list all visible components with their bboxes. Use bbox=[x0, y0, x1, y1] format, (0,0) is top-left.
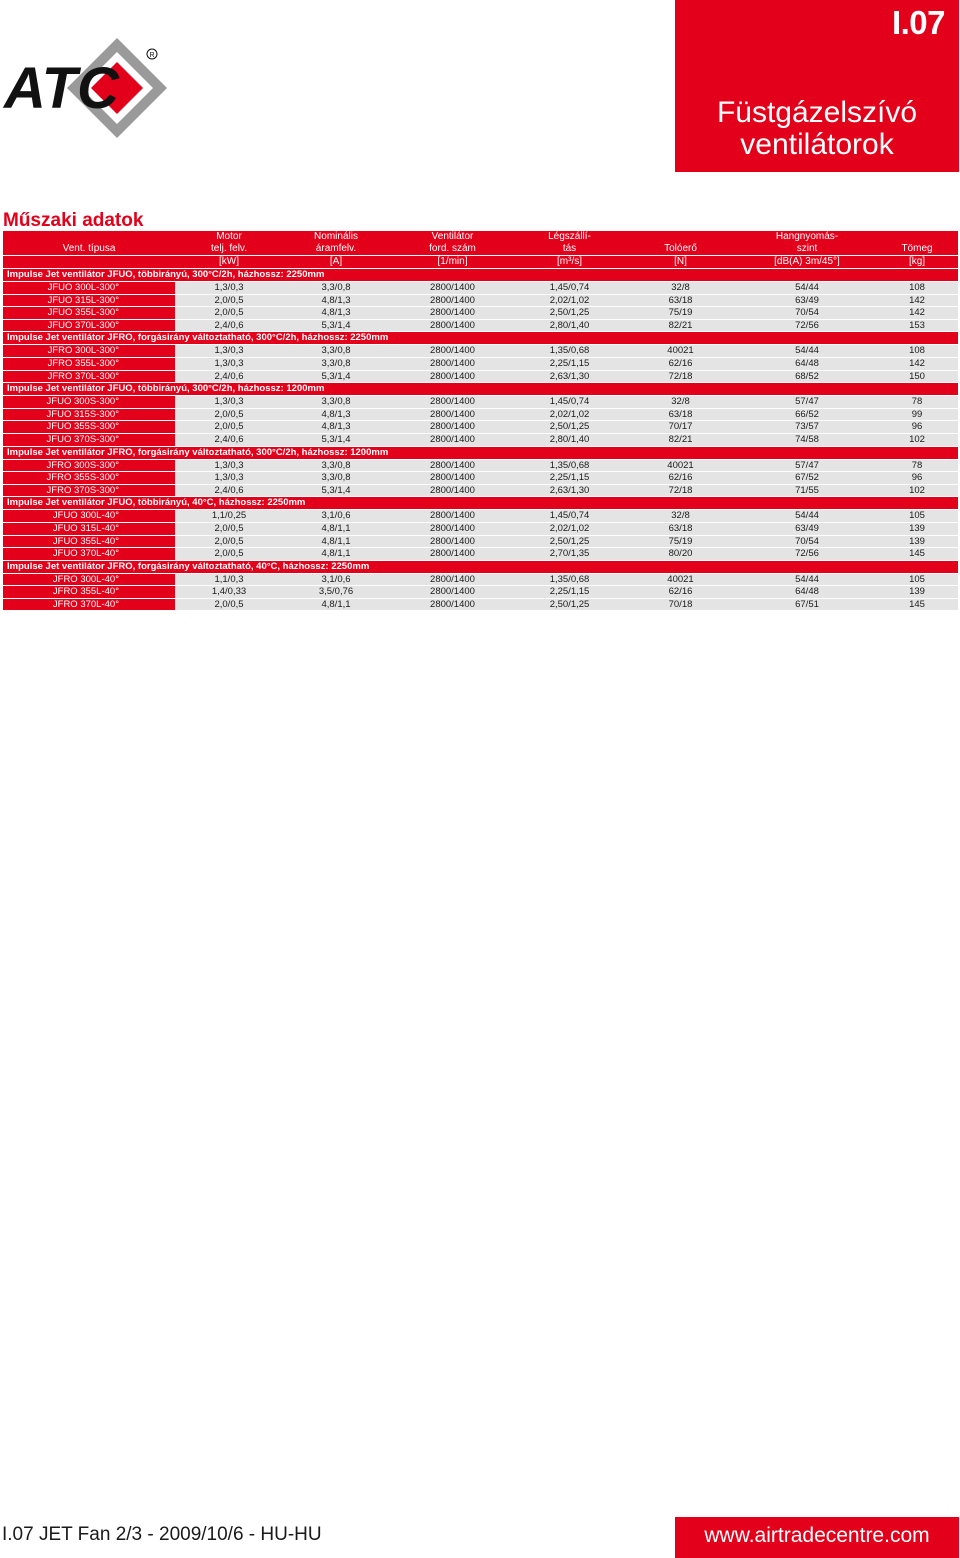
table-cell: 3,3/0,8 bbox=[283, 396, 389, 409]
table-row bbox=[3, 357, 958, 370]
table-cell: 2,50/1,25 bbox=[516, 307, 623, 320]
fan-type-cell: JFUO 355L-40° bbox=[3, 535, 175, 548]
table-cell: 102 bbox=[876, 433, 958, 446]
table-cell: 74/58 bbox=[738, 433, 876, 446]
table-cell: 54/44 bbox=[738, 282, 876, 295]
fan-type-cell: JFRO 370L-300° bbox=[3, 370, 175, 383]
table-cell: 4,8/1,3 bbox=[283, 307, 389, 320]
table-cell: 2,50/1,25 bbox=[516, 421, 623, 434]
table-cell: 139 bbox=[876, 522, 958, 535]
fan-type-cell: JFUO 370L-300° bbox=[3, 319, 175, 332]
table-cell: 2800/1400 bbox=[389, 319, 516, 332]
group-header-row bbox=[3, 269, 958, 282]
table-cell: 5,3/1,4 bbox=[283, 484, 389, 497]
table-cell: 2800/1400 bbox=[389, 510, 516, 523]
fan-type-cell: JFUO 370S-300° bbox=[3, 433, 175, 446]
table-cell: 67/51 bbox=[738, 598, 876, 610]
column-header: [N] bbox=[623, 256, 738, 269]
table-cell: 4,8/1,1 bbox=[283, 535, 389, 548]
header-panel bbox=[675, 0, 959, 172]
table-cell: 1,35/0,68 bbox=[516, 459, 623, 472]
table-row bbox=[3, 433, 958, 446]
table-cell: 80/20 bbox=[623, 548, 738, 561]
column-header: telj. felv. bbox=[175, 243, 283, 256]
atc-logo-graphic bbox=[2, 38, 172, 138]
table-cell: 73/57 bbox=[738, 421, 876, 434]
footer-website-link[interactable]: www.airtradecentre.com bbox=[675, 1517, 959, 1558]
table-cell: 4,8/1,3 bbox=[283, 421, 389, 434]
table-cell: 153 bbox=[876, 319, 958, 332]
fan-type-cell: JFRO 355L-40° bbox=[3, 586, 175, 599]
table-cell: 96 bbox=[876, 472, 958, 485]
column-header: szint bbox=[738, 243, 876, 256]
table-cell: 40021 bbox=[623, 459, 738, 472]
table-cell: 2800/1400 bbox=[389, 573, 516, 586]
table-cell: 5,3/1,4 bbox=[283, 433, 389, 446]
fan-type-cell: JFRO 300L-300° bbox=[3, 345, 175, 358]
table-cell: 142 bbox=[876, 294, 958, 307]
table-cell: 2,0/0,5 bbox=[175, 294, 283, 307]
table-cell: 142 bbox=[876, 307, 958, 320]
table-cell: 2800/1400 bbox=[389, 535, 516, 548]
table-row bbox=[3, 345, 958, 358]
table-cell: 150 bbox=[876, 370, 958, 383]
group-header-row bbox=[3, 332, 958, 345]
table-cell: 139 bbox=[876, 586, 958, 599]
table-cell: 2800/1400 bbox=[389, 548, 516, 561]
table-cell: 1,3/0,3 bbox=[175, 396, 283, 409]
table-cell: 1,35/0,68 bbox=[516, 573, 623, 586]
table-cell: 57/47 bbox=[738, 396, 876, 409]
table-cell: 1,3/0,3 bbox=[175, 357, 283, 370]
table-cell: 75/19 bbox=[623, 307, 738, 320]
table-cell: 2800/1400 bbox=[389, 472, 516, 485]
column-header: Légszállí- bbox=[516, 231, 623, 243]
table-cell: 62/16 bbox=[623, 472, 738, 485]
table-cell: 1,3/0,3 bbox=[175, 345, 283, 358]
table-cell: 2,0/0,5 bbox=[175, 522, 283, 535]
table-row bbox=[3, 282, 958, 295]
column-header: [A] bbox=[283, 256, 389, 269]
table-cell: 62/16 bbox=[623, 586, 738, 599]
table-cell: 1,45/0,74 bbox=[516, 510, 623, 523]
table-row bbox=[3, 586, 958, 599]
table-cell: 2,4/0,6 bbox=[175, 319, 283, 332]
table-cell: 82/21 bbox=[623, 319, 738, 332]
table-cell: 3,1/0,6 bbox=[283, 573, 389, 586]
table-cell: 67/52 bbox=[738, 472, 876, 485]
column-header: Hangnyomás- bbox=[738, 231, 876, 243]
table-cell: 105 bbox=[876, 573, 958, 586]
table-cell: 105 bbox=[876, 510, 958, 523]
table-cell: 2,70/1,35 bbox=[516, 548, 623, 561]
fan-type-cell: JFRO 300S-300° bbox=[3, 459, 175, 472]
page-title-line1: Füstgázelszívó bbox=[716, 96, 918, 129]
group-header-row bbox=[3, 497, 958, 510]
column-header: Tömeg bbox=[876, 243, 958, 256]
table-cell: 82/21 bbox=[623, 433, 738, 446]
table-cell: 2,02/1,02 bbox=[516, 522, 623, 535]
table-cell: 1,45/0,74 bbox=[516, 396, 623, 409]
table-cell: 2800/1400 bbox=[389, 484, 516, 497]
table-cell: 4,8/1,1 bbox=[283, 598, 389, 610]
table-cell: 2,63/1,30 bbox=[516, 484, 623, 497]
fan-type-cell: JFUO 300L-40° bbox=[3, 510, 175, 523]
table-cell: 2800/1400 bbox=[389, 459, 516, 472]
table-cell: 1,4/0,33 bbox=[175, 586, 283, 599]
fan-type-cell: JFRO 355S-300° bbox=[3, 472, 175, 485]
table-cell: 108 bbox=[876, 345, 958, 358]
table-cell: 63/18 bbox=[623, 294, 738, 307]
table-cell: 2800/1400 bbox=[389, 396, 516, 409]
table-cell: 3,3/0,8 bbox=[283, 357, 389, 370]
fan-type-cell: JFRO 300L-40° bbox=[3, 573, 175, 586]
column-header: Nominális bbox=[283, 231, 389, 243]
table-row bbox=[3, 573, 958, 586]
table-cell: 3,3/0,8 bbox=[283, 472, 389, 485]
table-cell: 40021 bbox=[623, 345, 738, 358]
table-cell: 102 bbox=[876, 484, 958, 497]
atc-logo bbox=[2, 38, 172, 138]
table-cell: 68/52 bbox=[738, 370, 876, 383]
table-cell: 72/56 bbox=[738, 548, 876, 561]
table-cell: 2,50/1,25 bbox=[516, 535, 623, 548]
fan-type-cell: JFUO 315L-300° bbox=[3, 294, 175, 307]
table-cell: 2,0/0,5 bbox=[175, 548, 283, 561]
table-cell: 2800/1400 bbox=[389, 282, 516, 295]
table-cell: 78 bbox=[876, 459, 958, 472]
table-cell: 71/55 bbox=[738, 484, 876, 497]
table-cell: 2800/1400 bbox=[389, 357, 516, 370]
table-cell: 2800/1400 bbox=[389, 294, 516, 307]
table-cell: 63/49 bbox=[738, 294, 876, 307]
fan-type-cell: JFRO 355L-300° bbox=[3, 357, 175, 370]
table-cell: 5,3/1,4 bbox=[283, 370, 389, 383]
table-cell: 3,5/0,76 bbox=[283, 586, 389, 599]
table-cell: 3,3/0,8 bbox=[283, 459, 389, 472]
group-title: Impulse Jet ventilátor JFUO, többirányú, 300°C/2h, házhossz: 1200mm bbox=[3, 383, 958, 396]
table-cell: 2800/1400 bbox=[389, 522, 516, 535]
group-header-row bbox=[3, 560, 958, 573]
header-row bbox=[3, 243, 958, 256]
table-cell: 78 bbox=[876, 396, 958, 409]
table-cell: 4,8/1,1 bbox=[283, 548, 389, 561]
table-cell: 4,8/1,3 bbox=[283, 294, 389, 307]
fan-type-cell: JFUO 315S-300° bbox=[3, 408, 175, 421]
table-cell: 32/8 bbox=[623, 510, 738, 523]
table-cell: 70/54 bbox=[738, 307, 876, 320]
table-cell: 2800/1400 bbox=[389, 586, 516, 599]
column-header bbox=[3, 231, 175, 243]
table-cell: 63/18 bbox=[623, 408, 738, 421]
column-header: [1/min] bbox=[389, 256, 516, 269]
table-cell: 2800/1400 bbox=[389, 421, 516, 434]
fan-type-cell: JFRO 370L-40° bbox=[3, 598, 175, 610]
table-cell: 32/8 bbox=[623, 282, 738, 295]
table-cell: 2,25/1,15 bbox=[516, 357, 623, 370]
table-cell: 72/18 bbox=[623, 484, 738, 497]
section-title: Műszaki adatok bbox=[3, 210, 144, 231]
table-row bbox=[3, 294, 958, 307]
table-cell: 2,02/1,02 bbox=[516, 294, 623, 307]
table-cell: 108 bbox=[876, 282, 958, 295]
table-cell: 75/19 bbox=[623, 535, 738, 548]
table-row bbox=[3, 522, 958, 535]
table-cell: 2,25/1,15 bbox=[516, 586, 623, 599]
group-title: Impulse Jet ventilátor JFUO, többirányú, 300°C/2h, házhossz: 2250mm bbox=[3, 269, 958, 282]
table-cell: 70/18 bbox=[623, 598, 738, 610]
table-cell: 64/48 bbox=[738, 586, 876, 599]
table-cell: 63/49 bbox=[738, 522, 876, 535]
table-cell: 142 bbox=[876, 357, 958, 370]
table-cell: 2800/1400 bbox=[389, 598, 516, 610]
group-title: Impulse Jet ventilátor JFRO, forgásirány változtatható, 300°C/2h, házhossz: 1200mm bbox=[3, 446, 958, 459]
table-cell: 1,3/0,3 bbox=[175, 459, 283, 472]
table-row bbox=[3, 319, 958, 332]
column-header: ford. szám bbox=[389, 243, 516, 256]
table-cell: 62/16 bbox=[623, 357, 738, 370]
table-cell: 2800/1400 bbox=[389, 433, 516, 446]
table-cell: 54/44 bbox=[738, 345, 876, 358]
table-cell: 3,3/0,8 bbox=[283, 345, 389, 358]
table-row bbox=[3, 484, 958, 497]
column-header bbox=[3, 256, 175, 269]
column-header bbox=[623, 231, 738, 243]
table-cell: 2,80/1,40 bbox=[516, 433, 623, 446]
table-row bbox=[3, 396, 958, 409]
table-cell: 2,0/0,5 bbox=[175, 535, 283, 548]
table-cell: 3,1/0,6 bbox=[283, 510, 389, 523]
table-cell: 99 bbox=[876, 408, 958, 421]
table-cell: 1,1/0,25 bbox=[175, 510, 283, 523]
table-cell: 3,3/0,8 bbox=[283, 282, 389, 295]
table-cell: 2,0/0,5 bbox=[175, 421, 283, 434]
table-cell: 1,35/0,68 bbox=[516, 345, 623, 358]
table-cell: 2,63/1,30 bbox=[516, 370, 623, 383]
table-cell: 64/48 bbox=[738, 357, 876, 370]
group-title: Impulse Jet ventilátor JFRO, forgásirány változtatható, 40°C, házhossz: 2250mm bbox=[3, 560, 958, 573]
table-cell: 2800/1400 bbox=[389, 408, 516, 421]
logo-text: ATC bbox=[4, 56, 119, 121]
table-cell: 2800/1400 bbox=[389, 345, 516, 358]
column-header: Tolóerő bbox=[623, 243, 738, 256]
table-cell: 2,02/1,02 bbox=[516, 408, 623, 421]
table-cell: 54/44 bbox=[738, 573, 876, 586]
column-header: [m³/s] bbox=[516, 256, 623, 269]
table-row bbox=[3, 548, 958, 561]
table-cell: 54/44 bbox=[738, 510, 876, 523]
fan-type-cell: JFRO 370S-300° bbox=[3, 484, 175, 497]
table-cell: 4,8/1,1 bbox=[283, 522, 389, 535]
group-title: Impulse Jet ventilátor JFUO, többirányú, 40°C, házhossz: 2250mm bbox=[3, 497, 958, 510]
fan-type-cell: JFUO 355S-300° bbox=[3, 421, 175, 434]
table-row bbox=[3, 598, 958, 610]
table-cell: 63/18 bbox=[623, 522, 738, 535]
table-row bbox=[3, 535, 958, 548]
table-row bbox=[3, 307, 958, 320]
table-cell: 145 bbox=[876, 548, 958, 561]
column-header: [dB(A) 3m/45°] bbox=[738, 256, 876, 269]
table-cell: 32/8 bbox=[623, 396, 738, 409]
column-header: Motor bbox=[175, 231, 283, 243]
table-row bbox=[3, 408, 958, 421]
table-cell: 70/17 bbox=[623, 421, 738, 434]
table-body bbox=[3, 269, 958, 611]
table-row bbox=[3, 421, 958, 434]
table-cell: 96 bbox=[876, 421, 958, 434]
group-header-row bbox=[3, 446, 958, 459]
column-header: [kW] bbox=[175, 256, 283, 269]
table-row bbox=[3, 370, 958, 383]
fan-type-cell: JFUO 315L-40° bbox=[3, 522, 175, 535]
table-cell: 66/52 bbox=[738, 408, 876, 421]
column-header: Vent. típusa bbox=[3, 243, 175, 256]
table-row bbox=[3, 459, 958, 472]
table-cell: 145 bbox=[876, 598, 958, 610]
column-header: áramfelv. bbox=[283, 243, 389, 256]
fan-type-cell: JFUO 355L-300° bbox=[3, 307, 175, 320]
table-cell: 70/54 bbox=[738, 535, 876, 548]
table-cell: 2,4/0,6 bbox=[175, 370, 283, 383]
table-header bbox=[3, 231, 958, 269]
table-row bbox=[3, 510, 958, 523]
table-cell: 2,80/1,40 bbox=[516, 319, 623, 332]
table-cell: 72/56 bbox=[738, 319, 876, 332]
fan-type-cell: JFUO 370L-40° bbox=[3, 548, 175, 561]
table-cell: 2,50/1,25 bbox=[516, 598, 623, 610]
table-cell: 2800/1400 bbox=[389, 370, 516, 383]
column-header: [kg] bbox=[876, 256, 958, 269]
group-title: Impulse Jet ventilátor JFRO, forgásirány változtatható, 300°C/2h, házhossz: 2250mm bbox=[3, 332, 958, 345]
fan-type-cell: JFUO 300L-300° bbox=[3, 282, 175, 295]
header-row bbox=[3, 256, 958, 269]
page-code: I.07 bbox=[891, 4, 945, 41]
fan-type-cell: JFUO 300S-300° bbox=[3, 396, 175, 409]
table-cell: 2,4/0,6 bbox=[175, 484, 283, 497]
footer-doc-ref: I.07 JET Fan 2/3 - 2009/10/6 - HU-HU bbox=[2, 1524, 322, 1545]
table-cell: 2,0/0,5 bbox=[175, 307, 283, 320]
table-cell: 1,45/0,74 bbox=[516, 282, 623, 295]
column-header: tás bbox=[516, 243, 623, 256]
page-title bbox=[675, 97, 959, 161]
table-row bbox=[3, 472, 958, 485]
group-header-row bbox=[3, 383, 958, 396]
table-cell: 5,3/1,4 bbox=[283, 319, 389, 332]
header-row bbox=[3, 231, 958, 243]
table-cell: 1,3/0,3 bbox=[175, 472, 283, 485]
svg-text:R: R bbox=[149, 52, 155, 59]
table-cell: 139 bbox=[876, 535, 958, 548]
column-header: Ventilátor bbox=[389, 231, 516, 243]
page-title-line2: ventilátorok bbox=[740, 128, 894, 161]
table-cell: 4,8/1,3 bbox=[283, 408, 389, 421]
table-cell: 72/18 bbox=[623, 370, 738, 383]
spec-table bbox=[3, 231, 958, 610]
table-cell: 1,1/0,3 bbox=[175, 573, 283, 586]
table-cell: 40021 bbox=[623, 573, 738, 586]
table-cell: 57/47 bbox=[738, 459, 876, 472]
column-header bbox=[876, 231, 958, 243]
table-cell: 2,25/1,15 bbox=[516, 472, 623, 485]
table-cell: 2,0/0,5 bbox=[175, 408, 283, 421]
table-cell: 2,4/0,6 bbox=[175, 433, 283, 446]
table-cell: 2800/1400 bbox=[389, 307, 516, 320]
table-cell: 2,0/0,5 bbox=[175, 598, 283, 610]
table-cell: 1,3/0,3 bbox=[175, 282, 283, 295]
